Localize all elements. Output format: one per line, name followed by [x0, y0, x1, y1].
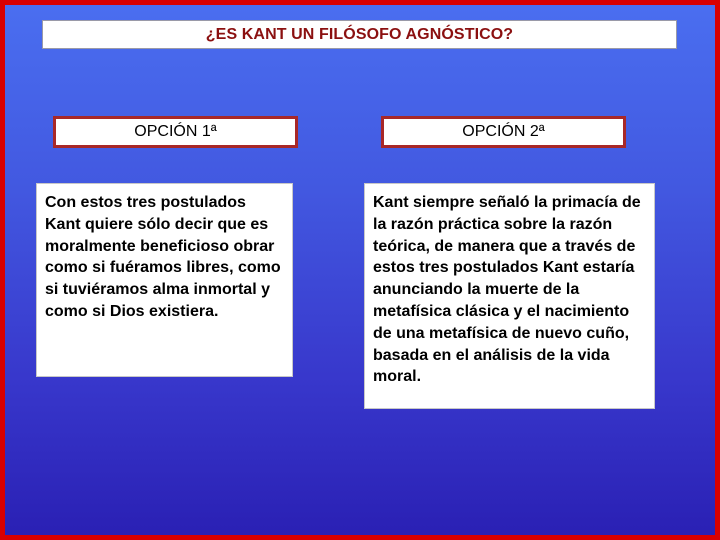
title-box — [42, 20, 677, 49]
option-2-header — [381, 116, 626, 148]
option-2-text: Kant siempre señaló la primacía de la razón práctica sobre la razón teórica, de manera que a través de estos tres postulados Kant estaría anunciando la muerte de la metafísica clásica y el nacimiento de una metafísica de nuevo cuño, basada en el análisis de la vida moral. — [373, 194, 641, 386]
option-1-label: OPCIÓN 1ª — [134, 123, 217, 140]
option-1-text: Con estos tres postulados Kant quiere sólo decir que es moralmente beneficioso obrar como si fuéramos libres, como si tuviéramos alma inmortal y como si Dios existiera. — [45, 194, 281, 320]
option-2-label: OPCIÓN 2ª — [462, 123, 545, 140]
slide-title: ¿ES KANT UN FILÓSOFO AGNÓSTICO? — [205, 25, 514, 43]
option-1-header — [53, 116, 298, 148]
option-1-text-box — [36, 183, 293, 377]
option-2-text-box — [364, 183, 655, 409]
